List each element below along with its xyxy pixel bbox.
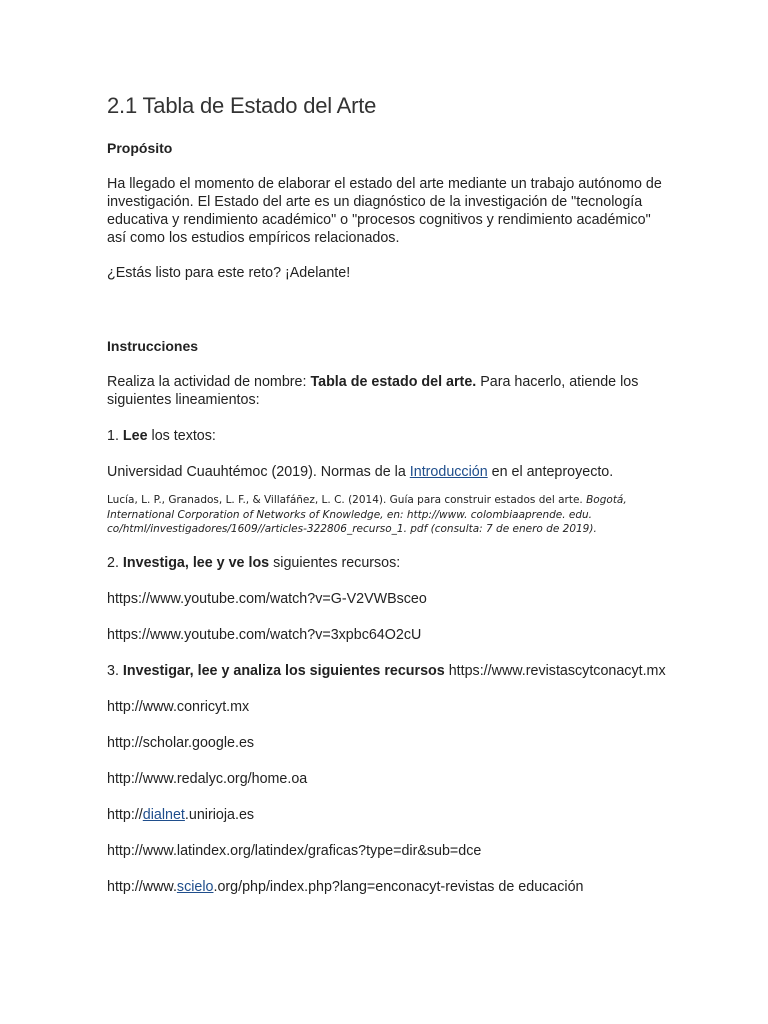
document-page [107,92,667,896]
scielo-suffix: .org/php/index.php?lang=enconacyt-revistas de educación [213,878,584,895]
step-1-text: los textos: [147,428,216,444]
scielo-url [107,878,667,896]
dialnet-url [107,806,667,824]
step-2-verb: Investiga, lee y ve los [122,554,270,571]
reference-1-prefix: Universidad Cuauhtémoc (2019). Normas de la [107,464,410,480]
reference-2-italic: Bogotá, International Corporation of Networks of Knowledge, en: http://www. colombiaaprende. edu. co/html/investigadores/1609//articles-322806_recurso_1. pdf (consulta: 7 de enero de 2019). [107,494,627,535]
reference-1 [107,463,667,481]
revistas-url[interactable]: https://www.revistascytconacyt.mx [444,662,666,679]
instrucciones-heading: Instrucciones [107,338,199,354]
step-2 [107,554,667,572]
page-title: 2.1 Tabla de Estado del Arte [107,93,377,118]
step-2-text: siguientes recursos: [269,554,401,571]
intro-activity-name: Tabla de estado del arte. [310,374,477,390]
intro-prefix: Realiza la actividad de nombre: [107,374,311,390]
dialnet-suffix: .unirioja.es [184,806,255,823]
dialnet-link[interactable]: dialnet [142,806,185,823]
reto-text: ¿Estás listo para este reto? ¡Adelante! [107,265,351,281]
step-2-number: 2. [107,554,123,571]
reference-2 [107,493,667,537]
step-1-verb: Lee [122,428,148,444]
scielo-link[interactable]: scielo [176,878,214,895]
introduccion-link[interactable]: Introducción [409,464,488,480]
redalyc-url[interactable]: http://www.redalyc.org/home.oa [107,770,308,787]
scielo-prefix: http://www. [107,878,177,895]
reference-2-normal: Lucía, L. P., Granados, L. F., & Villafáñez, L. C. (2014). Guía para construir estados del arte. [107,494,583,506]
step-1-number: 1. [107,428,123,444]
latindex-url[interactable]: http://www.latindex.org/latindex/graficas?type=dir&sub=dce [107,842,482,859]
proposito-heading: Propósito [107,140,173,156]
proposito-paragraph: Ha llegado el momento de elaborar el estado del arte mediante un trabajo autónomo de investigación. El Estado del arte es un diagnóstico de la investigación de "tecnología educativa y rendimiento académico" o "procesos cognitivos y rendimiento académico" así como los estudios empíricos relacionados. [107,176,662,246]
youtube-url-2[interactable]: https://www.youtube.com/watch?v=3xpbc64O2cU [107,626,422,643]
instrucciones-intro [107,373,667,409]
dialnet-prefix: http:// [107,806,143,823]
intro-suffix: Para hacerlo, atiende los siguientes lineamientos: [107,374,639,408]
reference-1-suffix: en el anteproyecto. [487,464,614,480]
conricyt-url[interactable]: http://www.conricyt.mx [107,698,250,715]
step-1 [107,427,667,445]
scholar-url[interactable]: http://scholar.google.es [107,734,255,751]
step-3 [107,662,667,680]
youtube-url-1[interactable]: https://www.youtube.com/watch?v=G-V2VWBsceo [107,590,427,607]
step-3-verb: Investigar, lee y analiza los siguientes recursos [122,662,445,679]
step-3-number: 3. [107,662,123,679]
